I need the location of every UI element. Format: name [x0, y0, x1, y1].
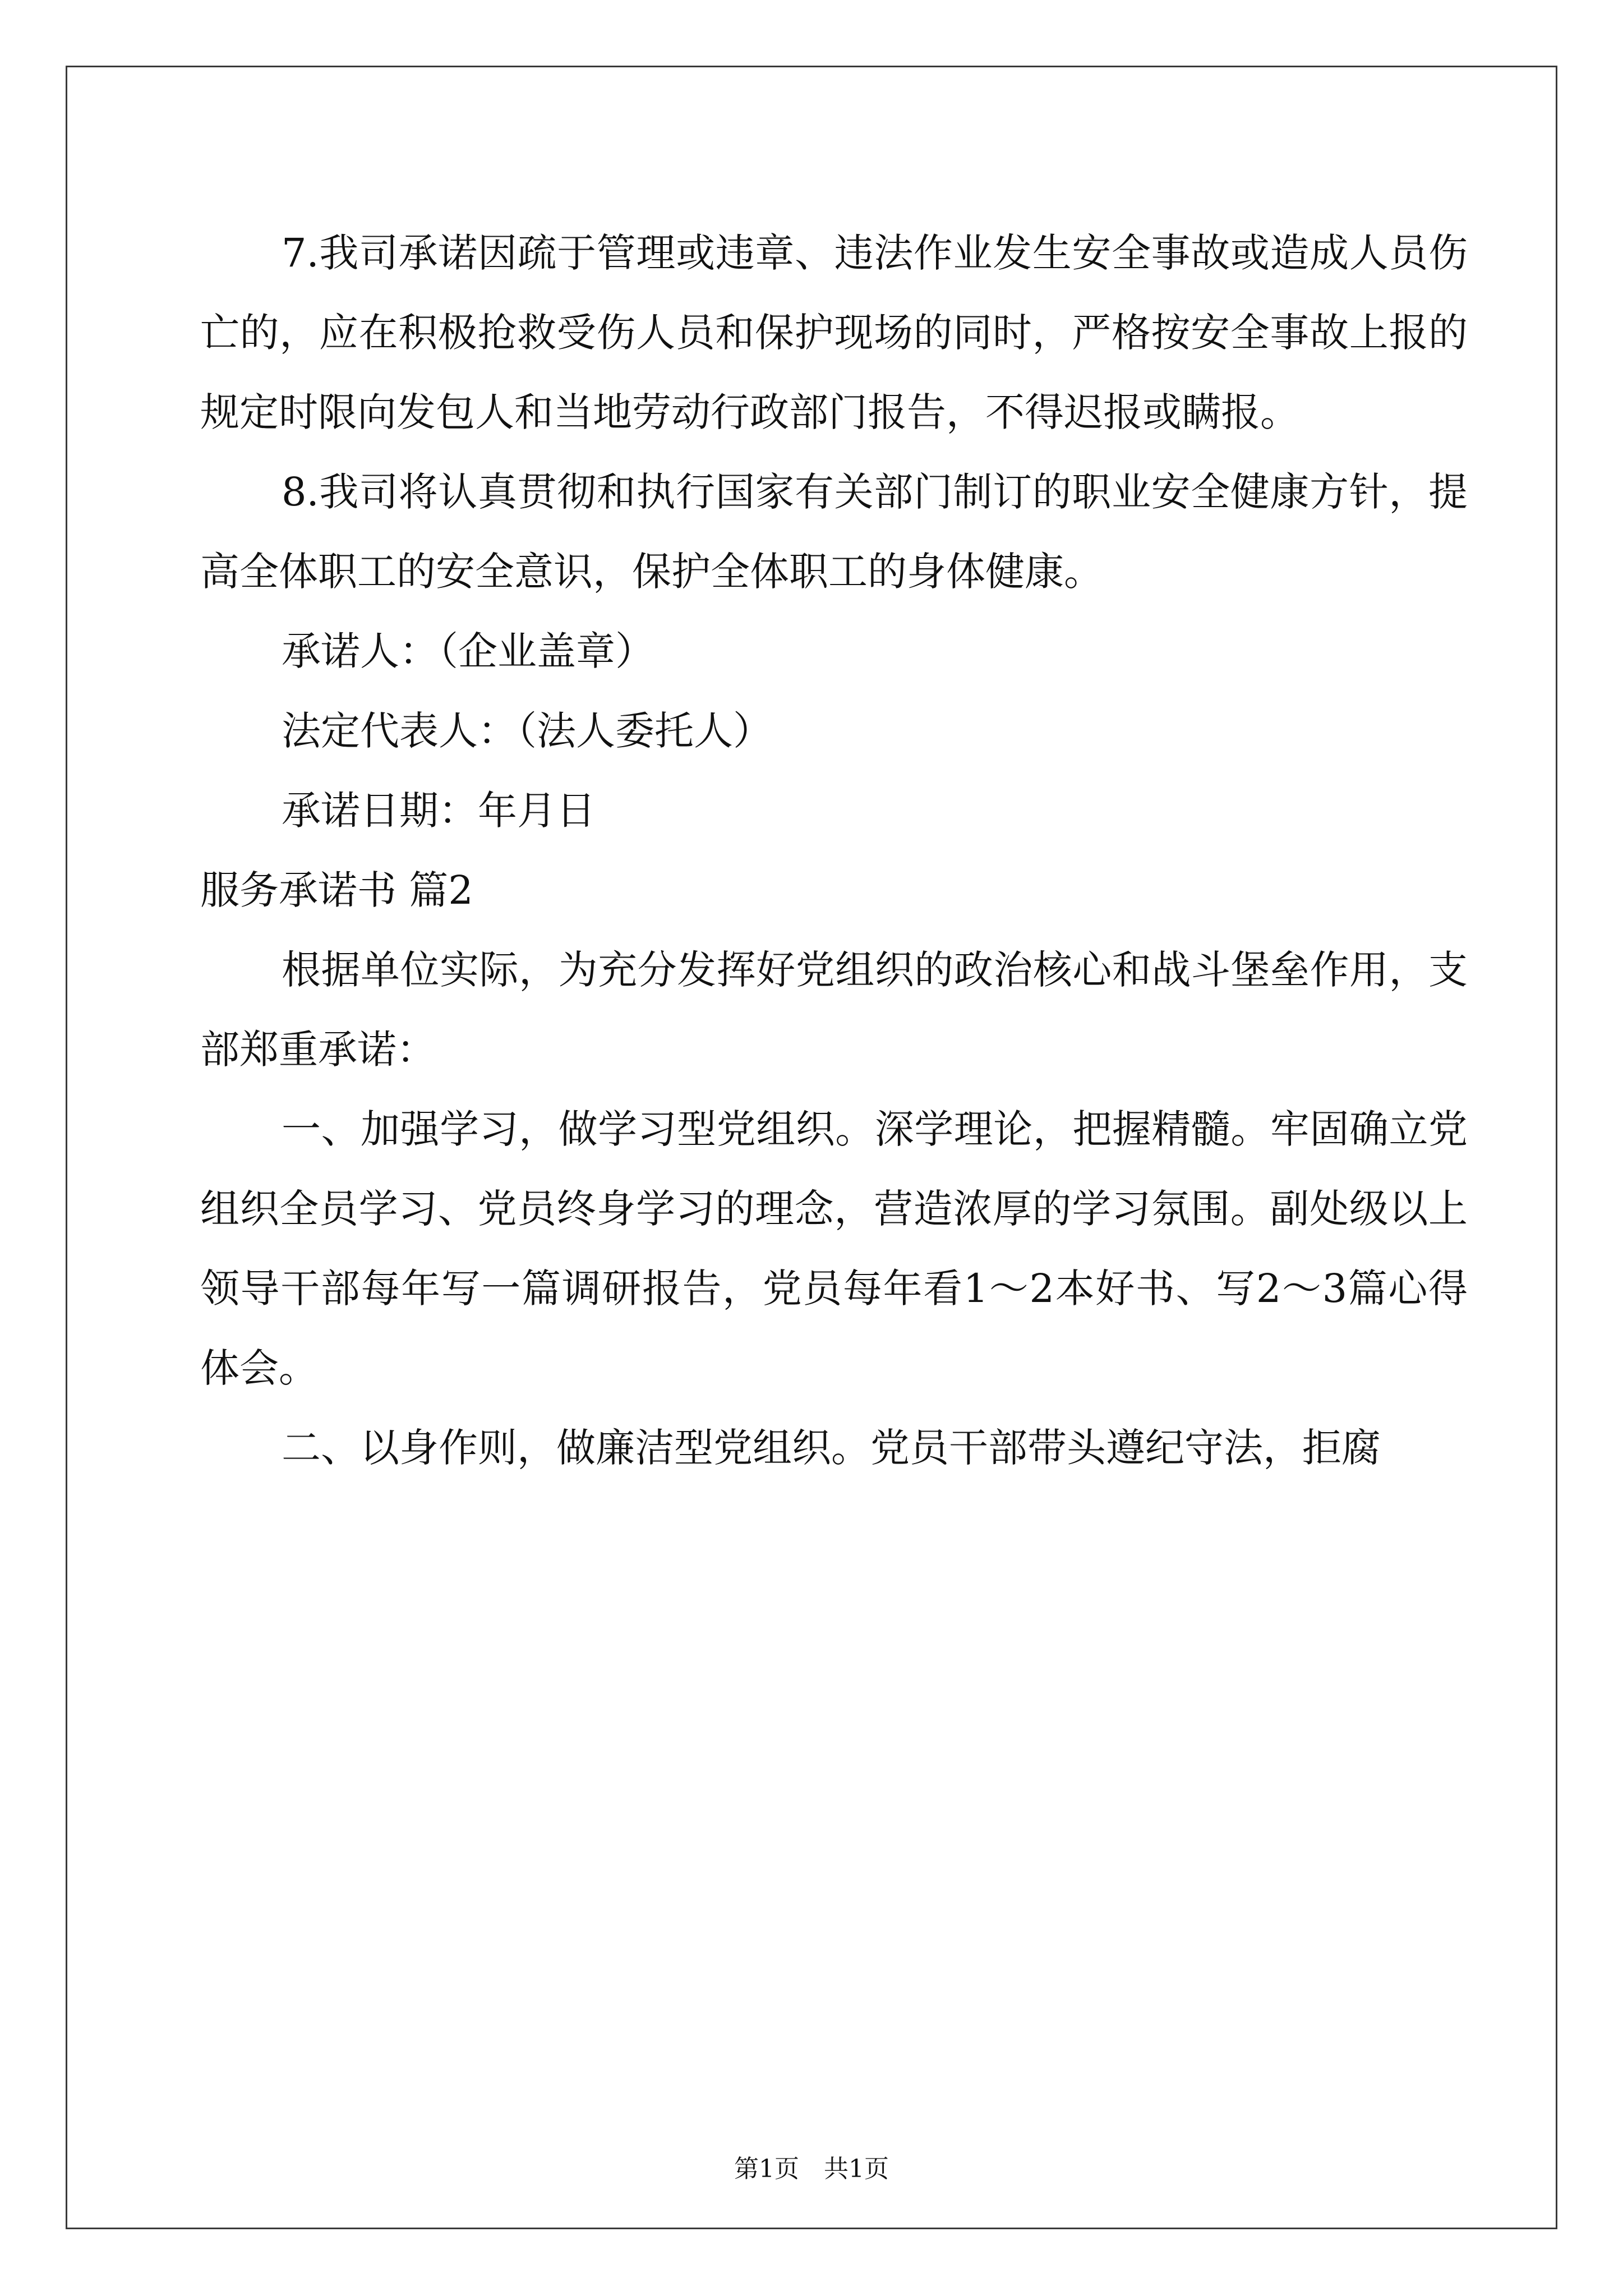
paragraph-point-2: 二、以身作则，做廉洁型党组织。党员干部带头遵纪守法，拒腐	[282, 1425, 1381, 1471]
promisor-line: 承诺人：（企业盖章）	[282, 628, 654, 674]
legal-representative-line: 法定代表人：（法人委托人）	[282, 708, 772, 754]
paragraph-item-7: 7.我司承诺因疏于管理或违章、违法作业发生安全事故或造成人员伤亡的，应在积极抢救受伤人员和保护现场的同时，严格按安全事故上报的规定时限向发包人和当地劳动行政部门报告，不得迟报或瞒报。	[200, 230, 1468, 435]
document-body	[200, 213, 1468, 1488]
intro-paragraph: 根据单位实际，为充分发挥好党组织的政治核心和战斗堡垒作用，支部郑重承诺：	[200, 947, 1468, 1073]
promise-date-line: 承诺日期：年月日	[282, 788, 596, 834]
paragraph-item-8: 8.我司将认真贯彻和执行国家有关部门制订的职业安全健康方针，提高全体职工的安全意识，保护全体职工的身体健康。	[200, 469, 1468, 595]
paragraph-point-1: 一、加强学习，做学习型党组织。深学理论，把握精髓。牢固确立党组织全员学习、党员终身学习的理念，营造浓厚的学习氛围。副处级以上领导干部每年写一篇调研报告，党员每年看1～2本好书、写2～3篇心得体会。	[200, 1106, 1468, 1391]
page-footer: 第1页 共1页	[734, 2155, 889, 2183]
section-heading: 服务承诺书 篇2	[200, 867, 473, 913]
